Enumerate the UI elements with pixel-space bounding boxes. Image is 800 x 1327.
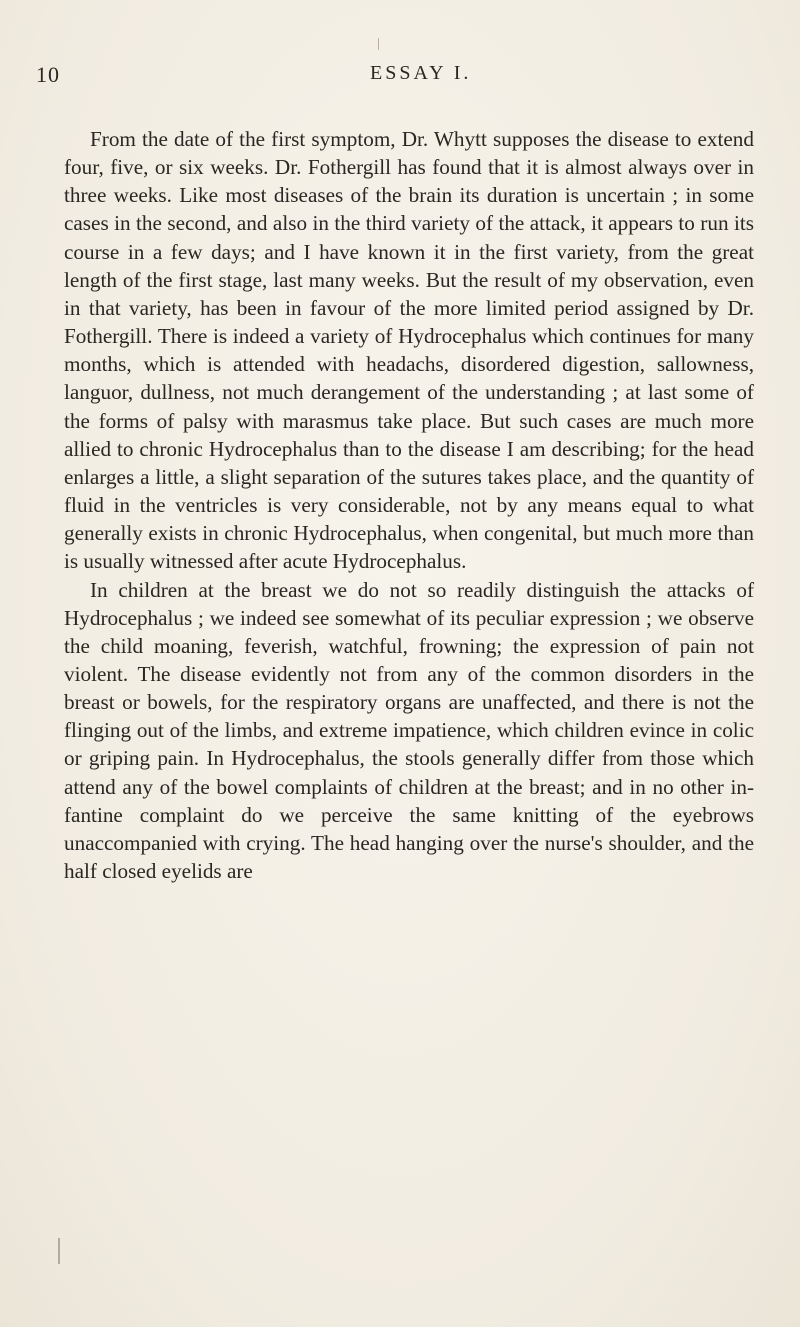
paragraph-infants: In children at the breast we do not so readily distinguish the attacks of Hydrocephalus ; we indeed see somewhat of its peculiar expression ; we observe the child moaning, feverish, watchful, frowning; the expression of pain not violent. The disease evidently not from any of the common disorders in the breast or bowels, for the respiratory organs are unaffected, and there is not the flinging out of the limbs, and extreme impatience, which children evince in colic or griping pain. In Hydrocephalus, the stools generally differ from those which attend any of the bowel complaints of children at the breast; and in no other infantine complaint do we perceive the same knitting of the eyebrows unaccompanied with crying. The head hanging over the nurse's shoulder, and the half closed eyelids are	[64, 577, 754, 884]
margin-mark	[58, 1238, 60, 1264]
paragraph-duration: From the date of the first symptom, Dr. Whytt supposes the disease to extend four, five, or six weeks. Dr. Fothergill has found that it is almost always over in three weeks. Like most diseases of the brain its duration is uncertain ; in some cases in the second, and also in the third variety of the attack, it appears to run its course in a few days; and I have known it in the first variety, from the great length of the first stage, last many weeks. But the result of my observation, even in that variety, has been in favour of the more limited period assigned by Dr. Fothergill. There is indeed a variety of Hydrocephalus which continues for many months, which is attended with headachs, disordered digestion, sallowness, languor, dullness, not much derangement of the understanding ; at last some of the forms of palsy with marasmus take place. But such cases are much more allied to chronic Hydrocephalus than to the disease I am describing; for the head enlarges a little, a slight separation of the sutures takes place, and the quantity of fluid in the ventricles is very considerable, not by any means equal to what generally exists in chronic Hydrocephalus, when congenital, but much more than is usually witnessed after acute Hydrocephalus.	[64, 127, 754, 574]
page-number: 10	[36, 62, 60, 87]
running-head	[36, 62, 764, 92]
running-title: ESSAY I.	[370, 62, 472, 84]
paper-mark	[378, 38, 379, 50]
body-text	[64, 125, 754, 885]
